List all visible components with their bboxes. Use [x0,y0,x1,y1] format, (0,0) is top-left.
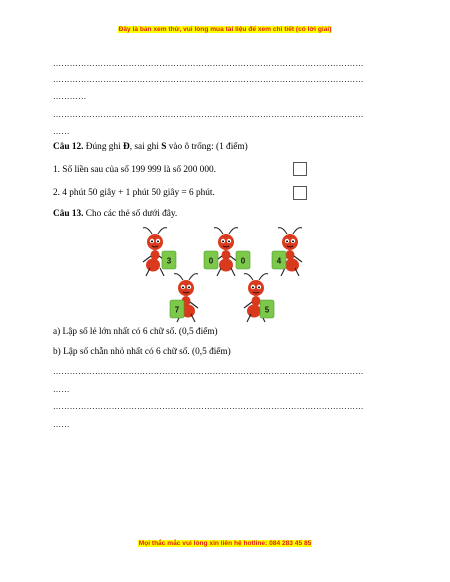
hotline-notice-banner [0,540,450,547]
question-13-part-b: b) Lập số chẵn nhỏ nhất có 6 chữ số. (0,5 điểm) [53,347,231,357]
question-12-label: Câu 12. [53,142,84,152]
answer-line: ………………………………………………………………………………………………… [53,111,364,119]
answer-line: …… [53,386,70,394]
answer-line: ………………………………………………………………………………………………… [53,403,364,411]
answer-line: ………………………………………………………………………………………………… [53,76,364,84]
number-card-label: 0 [240,256,246,266]
question-12-heading: Câu 12. Đúng ghi Đ, sai ghi S vào ô trống: (1 điểm) [53,142,248,152]
answer-line: …… [53,421,70,429]
question-12-item-1: 1. Số liền sau của số 199 999 là số 200 000. [53,165,216,175]
question-13-heading: Câu 13. Cho các thẻ số dưới đây. [53,209,178,219]
number-card-label: 3 [166,256,172,266]
answer-line: …… [53,128,70,136]
number-card-label: 5 [264,305,270,315]
question-13-label: Câu 13. [53,209,84,219]
answer-line: ………… [53,93,87,101]
answer-line: ………………………………………………………………………………………………… [53,60,364,68]
number-card-label: 4 [276,256,282,266]
question-13-part-a: a) Lập số lẻ lớn nhất có 6 chữ số. (0,5 điểm) [53,327,218,337]
number-card-label: 0 [208,256,214,266]
hotline-notice-text: Mọi thắc mắc vui lòng xin liên hệ hotline: 084 283 45 85 [138,540,312,547]
question-12-item-2: 2. 4 phút 50 giây + 1 phút 50 giây = 6 phút. [53,188,215,198]
preview-notice-text: Đây là bản xem thử, vui lòng mua tài liệu để xem chi tiết (có lời giải) [118,26,332,33]
number-card-label: 7 [174,305,180,315]
answer-line: ………………………………………………………………………………………………… [53,368,364,376]
